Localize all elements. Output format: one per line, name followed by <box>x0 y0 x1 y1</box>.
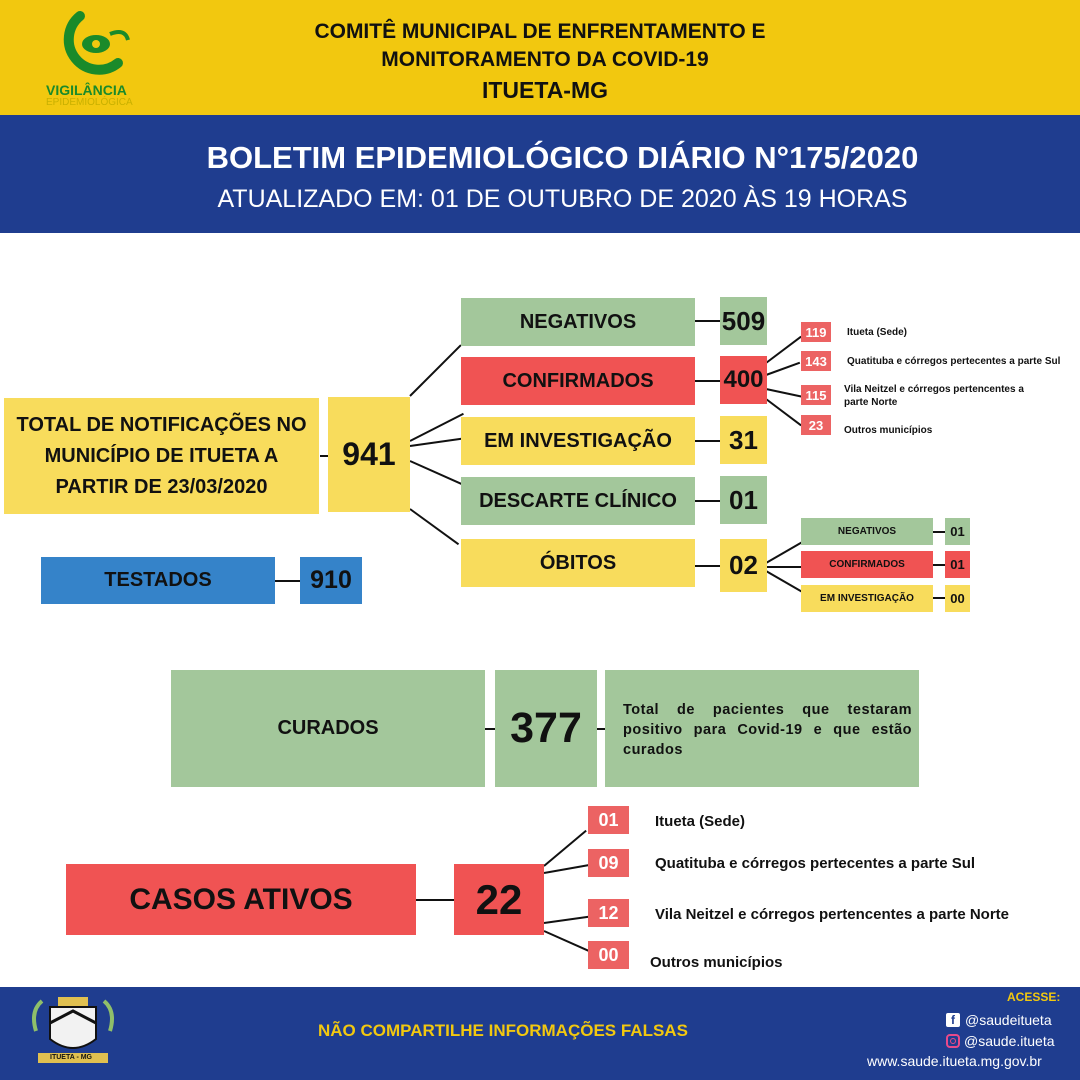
website-link[interactable]: www.saude.itueta.mg.gov.br <box>867 1053 1042 1069</box>
deaths-negatives-value: 01 <box>945 518 970 545</box>
cured-value: 377 <box>495 670 597 787</box>
active-sul-value: 09 <box>588 849 629 877</box>
confirmed-sede-label: Itueta (Sede) <box>847 327 908 338</box>
negatives-label: NEGATIVOS <box>461 298 695 346</box>
deaths-confirmed-value: 01 <box>945 551 970 578</box>
logo-emblem-icon <box>40 8 140 88</box>
active-outros-value: 00 <box>588 941 629 969</box>
active-cases-label: CASOS ATIVOS <box>66 864 416 935</box>
connector-line <box>765 336 801 364</box>
facebook-link[interactable] <box>946 1012 1052 1028</box>
header-line-3: ITUETA-MG <box>481 77 609 103</box>
active-norte-value: 12 <box>588 899 629 927</box>
active-sul-label: Quatituba e córregos pertecentes a parte Sul <box>655 855 976 872</box>
active-cases-value: 22 <box>454 864 544 935</box>
connector-line <box>933 531 945 533</box>
deaths-investigation-label: EM INVESTIGAÇÃO <box>801 585 933 612</box>
facebook-icon: f <box>946 1013 960 1027</box>
investigation-label: EM INVESTIGAÇÃO <box>461 417 695 465</box>
tested-value: 910 <box>300 557 362 604</box>
confirmed-value: 400 <box>720 356 767 404</box>
connector-line <box>766 388 802 397</box>
cured-label: CURADOS <box>171 670 485 787</box>
bulletin-subtitle: ATUALIZADO EM: 01 DE OUTUBRO DE 2020 ÀS 19 HORAS <box>217 185 908 213</box>
header-line-2: MONITORAMENTO DA COVID-19 <box>381 48 709 71</box>
connector-line <box>544 930 590 952</box>
connector-line <box>933 564 945 566</box>
connector-line <box>485 728 495 730</box>
investigation-value: 31 <box>720 416 767 464</box>
connector-line <box>544 864 590 874</box>
fake-news-warning: NÃO COMPARTILHE INFORMAÇÕES FALSAS <box>318 1021 688 1040</box>
instagram-link[interactable] <box>946 1033 1055 1049</box>
negatives-value: 509 <box>720 297 767 345</box>
crest-text: ITUETA - MG <box>50 1054 92 1061</box>
connector-line <box>933 597 945 599</box>
connector-line <box>695 500 720 502</box>
connector-line <box>544 916 590 924</box>
active-outros-label: Outros municípios <box>650 954 783 971</box>
deaths-investigation-value: 00 <box>945 585 970 612</box>
active-sede-label: Itueta (Sede) <box>655 813 746 830</box>
deaths-negatives-label: NEGATIVOS <box>801 518 933 545</box>
logo-text: VIGILÂNCIA <box>46 82 127 98</box>
active-sede-value: 01 <box>588 806 629 834</box>
vigilancia-logo <box>40 8 140 108</box>
bulletin-title: BOLETIM EPIDEMIOLÓGICO DIÁRIO N°175/2020 <box>206 140 919 175</box>
deaths-label: ÓBITOS <box>461 539 695 587</box>
connector-line <box>410 438 462 447</box>
connector-line <box>409 344 461 396</box>
connector-line <box>275 580 300 582</box>
connector-line <box>416 899 454 901</box>
confirmed-label: CONFIRMADOS <box>461 357 695 405</box>
instagram-handle: @saude.itueta <box>964 1033 1055 1049</box>
connector-line <box>695 440 720 442</box>
confirmed-sul-value: 143 <box>801 351 831 371</box>
footer <box>0 987 1080 1080</box>
clinical-discard-value: 01 <box>720 476 767 524</box>
active-norte-label: Vila Neitzel e córregos pertencentes a parte Norte <box>655 906 1010 923</box>
logo-subtext: EPIDEMIOLÓGICA <box>46 97 133 108</box>
connector-line <box>766 362 801 376</box>
connector-line <box>765 398 801 426</box>
connector-line <box>766 566 802 568</box>
connector-line <box>409 508 459 545</box>
confirmed-sul-label: Quatituba e córregos pertecentes a parte Sul <box>847 356 1061 367</box>
municipal-crest <box>28 993 118 1071</box>
facebook-handle: @saudeitueta <box>965 1012 1052 1028</box>
instagram-icon <box>946 1034 960 1048</box>
header <box>0 0 1080 115</box>
confirmed-outros-label: Outros municípios <box>844 425 933 436</box>
confirmed-norte-value: 115 <box>801 385 831 405</box>
connector-line <box>410 460 466 486</box>
access-label: ACESSE: <box>1007 990 1061 1004</box>
deaths-confirmed-label: CONFIRMADOS <box>801 551 933 578</box>
connector-line <box>597 728 605 730</box>
header-line-1: COMITÊ MUNICIPAL DE ENFRENTAMENTO E <box>314 20 766 43</box>
confirmed-norte-label: Vila Neitzel e córregos pertencentes a parte Norte <box>844 384 1024 408</box>
connector-line <box>766 570 803 593</box>
total-notifications-label: TOTAL DE NOTIFICAÇÕES NO MUNICÍPIO DE ITUETA A PARTIR DE 23/03/2020 <box>4 398 319 514</box>
connector-line <box>766 541 803 564</box>
connector-line <box>695 565 720 567</box>
total-notifications-value: 941 <box>328 397 410 512</box>
connector-line <box>695 320 720 322</box>
cured-description: Total de pacientes que testaram positivo para Covid-19 e que estão curados <box>605 670 919 787</box>
connector-line <box>695 380 720 382</box>
confirmed-sede-value: 119 <box>801 322 831 342</box>
tested-label: TESTADOS <box>41 557 275 604</box>
clinical-discard-label: DESCARTE CLÍNICO <box>461 477 695 525</box>
banner <box>0 115 1080 233</box>
connector-line <box>543 830 586 867</box>
confirmed-outros-value: 23 <box>801 415 831 435</box>
deaths-value: 02 <box>720 539 767 592</box>
